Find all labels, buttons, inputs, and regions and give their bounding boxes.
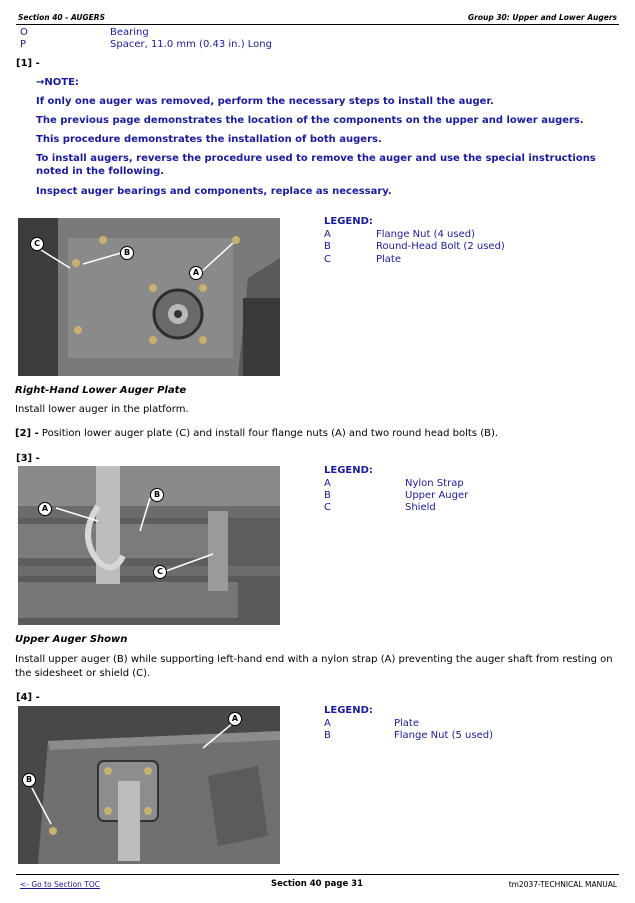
- callout-b: B: [120, 246, 134, 260]
- section-header: Section 40 - AUGERS: [18, 13, 105, 22]
- figure-caption: Upper Auger Shown: [15, 634, 128, 645]
- step-label: [2] -: [15, 428, 39, 439]
- callout-a: A: [228, 712, 242, 726]
- step-label: [4] -: [16, 692, 40, 703]
- legend-title: LEGEND:: [324, 705, 373, 716]
- step-label: [1] -: [16, 58, 40, 69]
- instruction-text: Install upper auger (B) while supporting left-hand end with a nylon strap (A) preventing the auger shaft from resting on the sidesheet or shield (C).: [15, 654, 613, 679]
- upper-auger-photo: [18, 466, 280, 625]
- part-letter: O: [20, 27, 28, 38]
- note-text: Inspect auger bearings and components, replace as necessary.: [36, 186, 392, 197]
- photo-illustration: [18, 466, 280, 625]
- legend-value: Plate: [376, 254, 402, 265]
- photo-illustration: [18, 218, 280, 376]
- note-label: →NOTE:: [36, 77, 79, 88]
- callout-c: C: [30, 237, 44, 251]
- legend-key: B: [324, 241, 331, 252]
- legend-key: A: [324, 478, 331, 489]
- section-toc-link[interactable]: <- Go to Section TOC: [20, 880, 101, 889]
- legend-key: A: [324, 229, 331, 240]
- callout-c: C: [153, 565, 167, 579]
- plate-flange-nut-photo: [18, 706, 280, 864]
- callout-a: A: [38, 502, 52, 516]
- legend-value: Nylon Strap: [405, 478, 464, 489]
- manual-id: tm2037-TECHNICAL MANUAL: [508, 880, 617, 889]
- step-label: [3] -: [16, 453, 40, 464]
- note-text: This procedure demonstrates the installation of both augers.: [36, 134, 382, 145]
- figure-caption: Right-Hand Lower Auger Plate: [15, 385, 187, 396]
- note-text: The previous page demonstrates the location of the components on the upper and lower augers.: [36, 115, 584, 126]
- part-desc: Spacer, 11.0 mm (0.43 in.) Long: [110, 39, 272, 50]
- legend-value: Round-Head Bolt (2 used): [376, 241, 505, 252]
- note-text: If only one auger was removed, perform the necessary steps to install the auger.: [36, 96, 494, 107]
- legend-value: Upper Auger: [405, 490, 469, 501]
- legend-title: LEGEND:: [324, 465, 373, 476]
- legend-key: B: [324, 730, 331, 741]
- legend-key: C: [324, 254, 331, 265]
- lower-auger-plate-photo: [18, 218, 280, 376]
- group-header: Group 30: Upper and Lower Augers: [468, 13, 617, 22]
- callout-b: B: [22, 773, 36, 787]
- instruction-text: Install lower auger in the platform.: [15, 404, 189, 415]
- page-number: Section 40 page 31: [271, 879, 363, 889]
- legend-value: Flange Nut (4 used): [376, 229, 475, 240]
- header-rule: [16, 24, 619, 25]
- callout-a: A: [189, 266, 203, 280]
- note-text: To install augers, reverse the procedure used to remove the auger and use the special instructions noted in the following.: [36, 153, 596, 177]
- footer-rule: [16, 874, 619, 875]
- callout-b: B: [150, 488, 164, 502]
- legend-key: C: [324, 502, 331, 513]
- legend-title: LEGEND:: [324, 216, 373, 227]
- legend-value: Flange Nut (5 used): [394, 730, 493, 741]
- photo-illustration: [18, 706, 280, 864]
- legend-value: Plate: [394, 718, 420, 729]
- legend-value: Shield: [405, 502, 436, 513]
- step-text: Position lower auger plate (C) and install four flange nuts (A) and two round head bolts (B).: [41, 428, 499, 439]
- legend-key: A: [324, 718, 331, 729]
- legend-key: B: [324, 490, 331, 501]
- part-desc: Bearing: [110, 27, 149, 38]
- step-2: [15, 427, 615, 441]
- part-letter: P: [20, 39, 27, 50]
